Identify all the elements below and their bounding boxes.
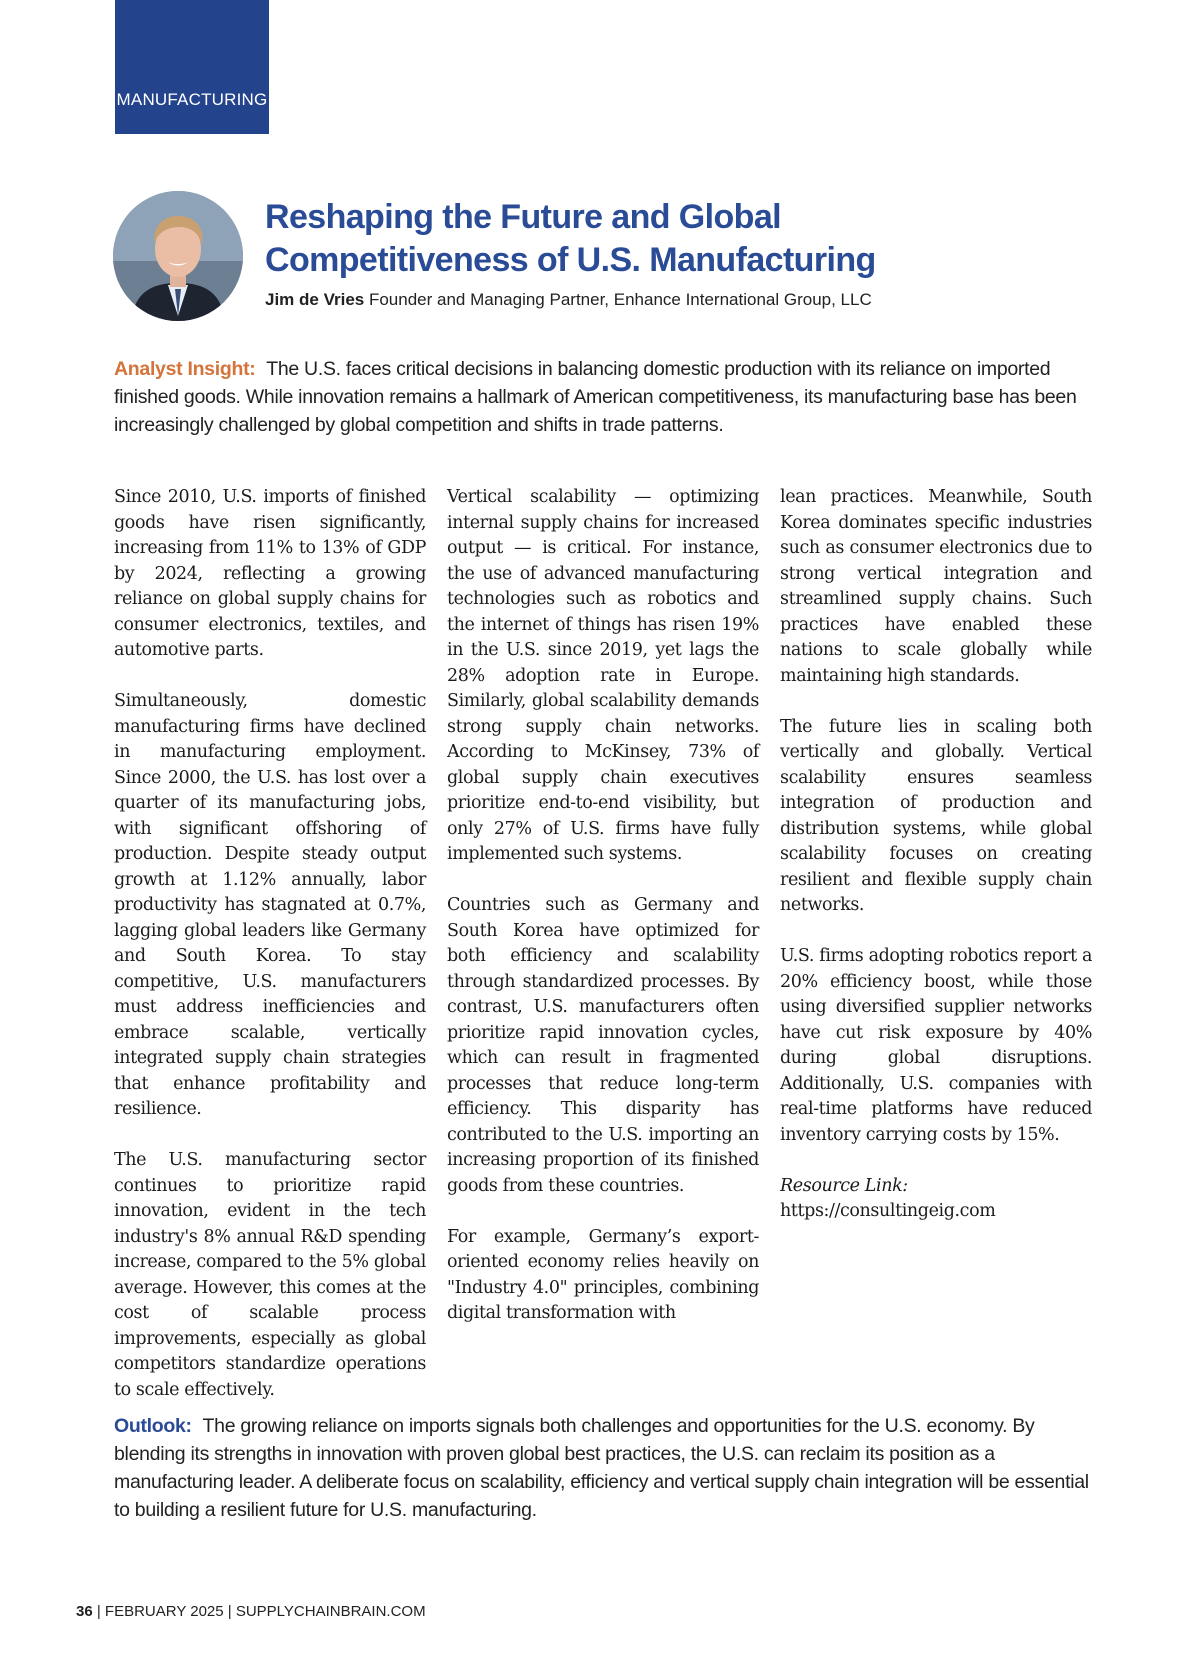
author-portrait-icon [113,191,243,321]
page-number: 36 [76,1603,93,1620]
resource-block [780,1174,1092,1225]
author-byline [265,290,1065,310]
body-paragraph: Vertical scalability — optimizing internal supply chains for increased output — is critical. For instance, the use of advanced manufacturing technologies such as robotics and the internet of things has risen 19% in the U.S. since 2019, yet lags the 28% adoption rate in Europe. Similarly, global scalability demands strong supply chain networks. According to McKinsey, 73% of global supply chain executives prioritize end-to-end visibility, but only 27% of U.S. firms have fully implemented such systems. [447,487,759,864]
outlook-text: The growing reliance on imports signals both challenges and opportunities for the U.S. economy. By blending its strengths in innovation with proven global best practices, the U.S. can reclaim its position as a manufacturing leader. A deliberate focus on scalability, efficiency and vertical supply chain integration will be essential to building a resilient future for U.S. manufacturing. [114,1415,1089,1521]
analyst-insight-text: The U.S. faces critical decisions in balancing domestic production with its reliance on imported finished goods. While innovation remains a hallmark of American competitiveness, its manufacturing base has been increasingly challenged by global competition and shifts in trade patterns. [114,358,1077,436]
resource-link-label: Resource Link: [780,1175,908,1196]
body-paragraph: Countries such as Germany and South Korea have optimized for both efficiency and scalability through standardized processes. By contrast, U.S. manufacturers often prioritize rapid innovation cycles, which can result in fragmented processes that reduce long-term efficiency. This disparity has contributed to the U.S. importing an increasing proportion of its finished goods from these countries. [447,895,759,1196]
body-paragraph: The U.S. manufacturing sector continues to prioritize rapid innovation, evident in the tech industry's 8% annual R&D spending increase, compared to the 5% global average. However, this comes at the cost of scalable process improvements, especially as global competitors standardize operations to scale effectively. [114,1150,426,1400]
article-title: Reshaping the Future and Global Competitiveness of U.S. Manufacturing [265,198,876,279]
body-paragraph: Since 2010, U.S. imports of finished goods have risen significantly, increasing from 11% to 13% of GDP by 2024, reflecting a growing reliance on global supply chains for consumer electronics, textiles, and automotive parts. [114,487,426,660]
section-tab-label: MANUFACTURING [116,90,268,109]
analyst-insight [114,355,1094,439]
analyst-insight-label: Analyst Insight: [114,358,256,380]
resource-link[interactable]: https://consultingeig.com [780,1201,996,1221]
outlook [114,1412,1094,1524]
section-tab [115,0,269,134]
outlook-label: Outlook: [114,1415,192,1437]
body-column-1 [114,485,426,1429]
body-paragraph: For example, Germany’s export-oriented economy relies heavily on "Industry 4.0" principles, combining digital transformation with [447,1226,759,1323]
body-column-2 [447,485,759,1352]
body-paragraph: The future lies in scaling both vertically and globally. Vertical scalability ensures seamless integration of production and distribution systems, while global scalability focuses on creating resilient and flexible supply chain networks. [780,716,1092,915]
author-photo [113,191,243,321]
body-paragraph: U.S. firms adopting robotics report a 20% efficiency boost, while those using diversified supplier networks have cut risk exposure by 40% during global disruptions. Additionally, U.S. companies with real-time platforms have reduced inventory carrying costs by 15%. [780,946,1092,1145]
page-footer [76,1603,426,1620]
body-paragraph: lean practices. Meanwhile, South Korea dominates specific industries such as consumer electronics due to strong vertical integration and streamlined supply chains. Such practices have enabled these nations to scale globally while maintaining high standards. [780,487,1092,686]
body-paragraph: Simultaneously, domestic manufacturing firms have declined in manufacturing employment. Since 2000, the U.S. has lost over a quarter of its manufacturing jobs, with significant offshoring of production. Despite steady output growth at 1.12% annually, labor productivity has stagnated at 0.7%, lagging global leaders like Germany and South Korea. To stay competitive, U.S. manufacturers must address inefficiencies and embrace scalable, vertically integrated supply chain strategies that enhance profitability and resilience. [114,691,426,1119]
footer-issue-site: | FEBRUARY 2025 | SUPPLYCHAINBRAIN.COM [96,1603,426,1620]
author-role: Founder and Managing Partner, Enhance International Group, LLC [368,290,872,309]
body-column-3 [780,485,1092,1250]
author-name: Jim de Vries [265,290,365,309]
